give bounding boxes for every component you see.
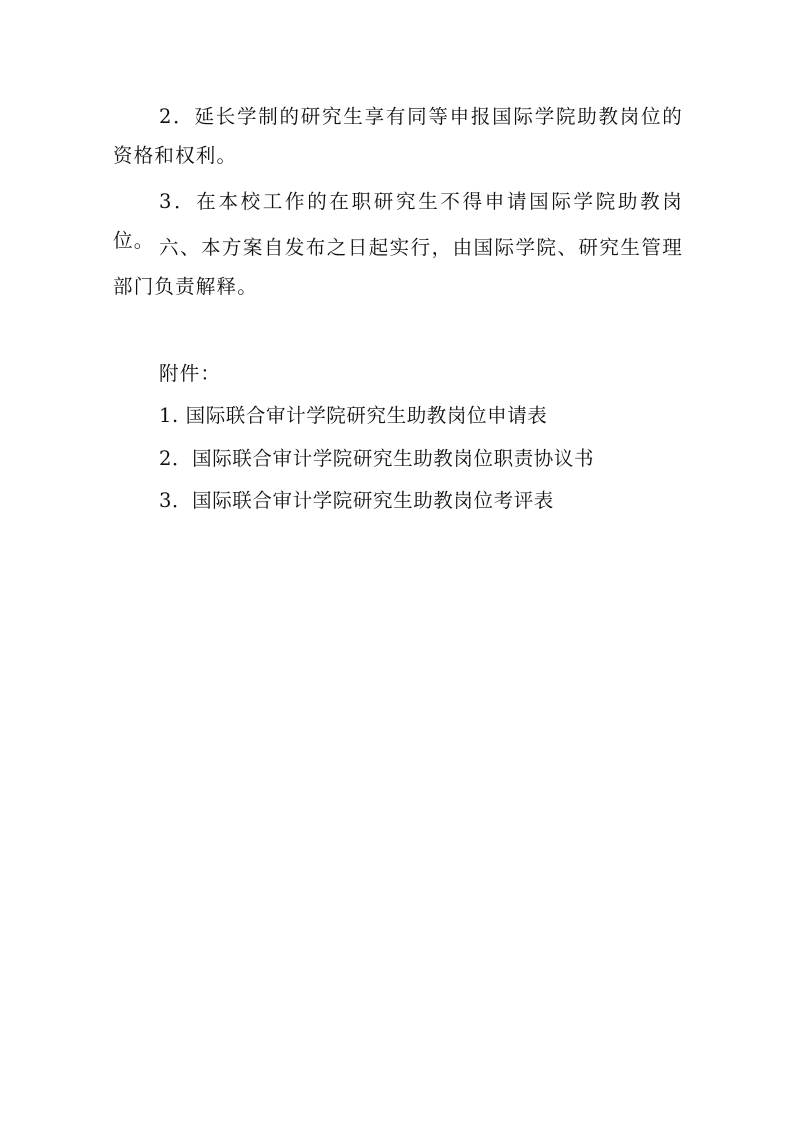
attachment-item-responsibility-agreement: 2．国际联合审计学院研究生助教岗位职责协议书 [159, 447, 595, 470]
attachment-item-application-form: 1. 国际联合审计学院研究生助教岗位申请表 [159, 404, 548, 427]
attachments-title: 附件： [159, 362, 222, 385]
paragraph-in-service-students: 3．在本校工作的在职研究生不得申请国际学院助教岗位。 [113, 190, 683, 252]
attachment-item-evaluation-form: 3．国际联合审计学院研究生助教岗位考评表 [159, 489, 554, 512]
paragraph-extended-study: 2．延长学制的研究生享有同等申报国际学院助教岗位的资格和权利。 [113, 105, 683, 167]
paragraph-implementation: 六、本方案自发布之日起实行，由国际学院、研究生管理部门负责解释。 [113, 236, 683, 298]
